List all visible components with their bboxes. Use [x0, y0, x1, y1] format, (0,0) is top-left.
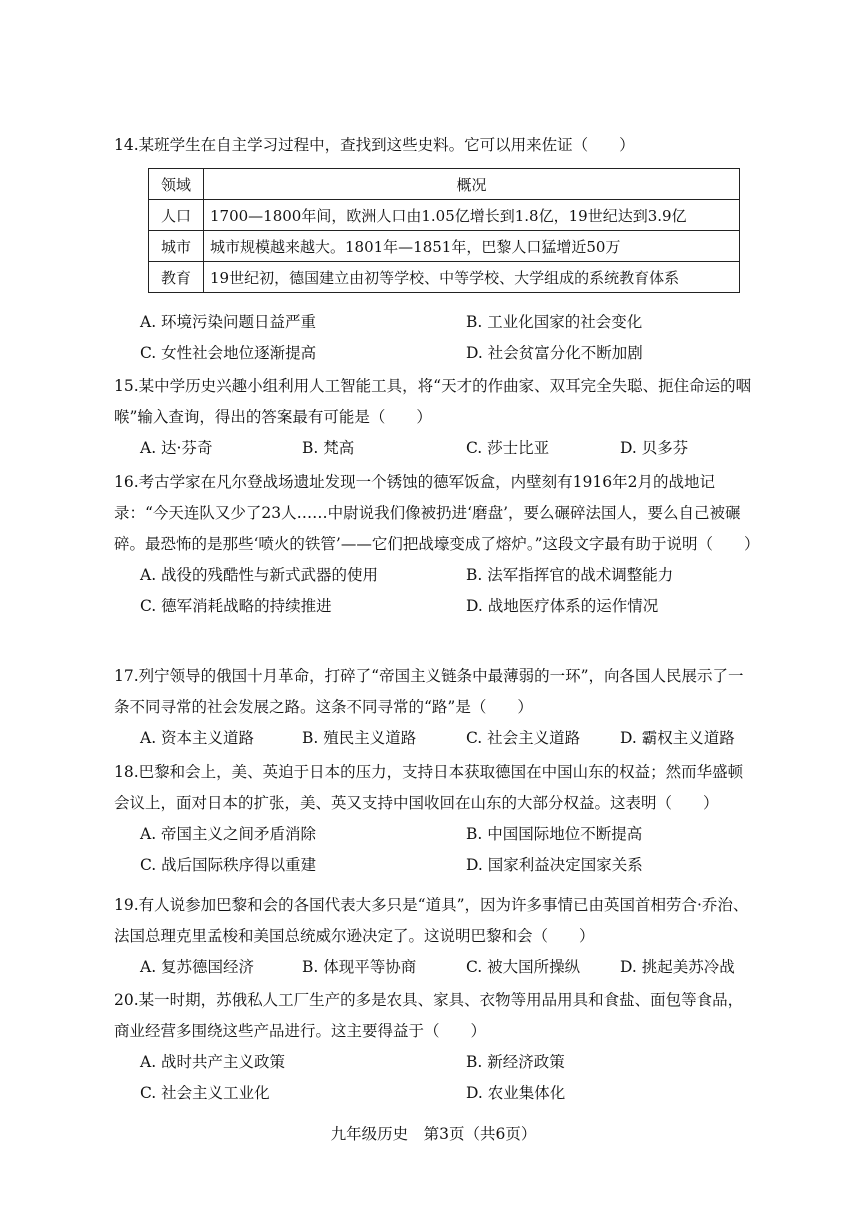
option-b[interactable]: B. 中国国际地位不断提高 [466, 825, 643, 843]
option-c[interactable]: C. 莎士比亚 [466, 439, 550, 457]
options-row [114, 850, 754, 881]
option-b[interactable]: B. 法军指挥官的战术调整能力 [466, 566, 674, 584]
table-header-cell: 概况 [204, 169, 740, 200]
option-b[interactable]: B. 殖民主义道路 [302, 729, 417, 747]
table-row [149, 262, 740, 293]
options-row [114, 1047, 754, 1078]
option-d[interactable]: D. 农业集体化 [466, 1084, 566, 1102]
option-b[interactable]: B. 新经济政策 [466, 1053, 565, 1071]
options-row [114, 560, 754, 591]
options-row [114, 723, 754, 754]
page-footer: 九年级历史 第3页（共6页） [330, 1125, 537, 1143]
option-a[interactable]: A. 复苏德国经济 [140, 958, 255, 976]
table-cell: 19世纪初，德国建立由初等学校、中等学校、大学组成的系统教育体系 [204, 262, 740, 293]
option-c[interactable]: C. 女性社会地位逐渐提高 [140, 344, 317, 362]
option-b[interactable]: B. 梵高 [302, 439, 355, 457]
table-header-cell: 领域 [149, 169, 204, 200]
question-18 [114, 757, 754, 881]
question-stem: 19.有人说参加巴黎和会的各国代表大多只是“道具”，因为许多事情已由英国首相劳合·乔治、法国总理克里孟梭和美国总统威尔逊决定了。这说明巴黎和会（ ） [114, 896, 749, 945]
question-stem: 20.某一时期，苏俄私人工厂生产的多是农具、家具、衣物等用品用具和食盐、面包等食品，商业经营多围绕这些产品进行。这主要得益于（ ） [114, 991, 744, 1040]
table-cell: 城市 [149, 231, 204, 262]
table-cell: 教育 [149, 262, 204, 293]
options-row [114, 952, 754, 983]
option-d[interactable]: D. 社会贫富分化不断加剧 [466, 344, 643, 362]
option-d[interactable]: D. 挑起美苏冷战 [620, 958, 735, 976]
option-c[interactable]: C. 被大国所操纵 [466, 958, 581, 976]
question-14-options [114, 307, 754, 369]
option-a[interactable]: A. 帝国主义之间矛盾消除 [140, 825, 317, 843]
question-16 [114, 467, 760, 622]
option-b[interactable]: B. 体现平等协商 [302, 958, 417, 976]
table-cell: 1700—1800年间，欧洲人口由1.05亿增长到1.8亿，19世纪达到3.9亿 [204, 200, 740, 231]
question-14 [114, 130, 754, 161]
option-c[interactable]: C. 社会主义道路 [466, 729, 581, 747]
options-row [114, 819, 754, 850]
question-stem: 18.巴黎和会上，美、英迫于日本的压力，支持日本获取德国在中国山东的权益；然而华盛顿会议上，面对日本的扩张，美、英又支持中国收回在山东的大部分权益。这表明（ ） [114, 763, 744, 812]
option-c[interactable]: C. 战后国际秩序得以重建 [140, 856, 317, 874]
question-stem: 15.某中学历史兴趣小组利用人工智能工具，将“天才的作曲家、双耳完全失聪、扼住命运的咽喉”输入查询，得出的答案最有可能是（ ） [114, 377, 752, 426]
option-d[interactable]: D. 霸权主义道路 [620, 729, 735, 747]
question-stem: 14.某班学生在自主学习过程中，查找到这些史料。它可以用来佐证（ ） [114, 136, 635, 154]
options-row [114, 1078, 754, 1109]
table-header-row [149, 169, 740, 200]
source-table [148, 168, 740, 293]
question-19 [114, 890, 754, 983]
option-a[interactable]: A. 资本主义道路 [140, 729, 255, 747]
question-stem: 17.列宁领导的俄国十月革命，打碎了“帝国主义链条中最薄弱的一环”，向各国人民展示了一条不同寻常的社会发展之路。这条不同寻常的“路”是（ ） [114, 667, 744, 716]
option-a[interactable]: A. 战时共产主义政策 [140, 1053, 286, 1071]
question-20 [114, 985, 754, 1109]
question-stem: 16.考古学家在凡尔登战场遗址发现一个锈蚀的德军饭盒，内壁刻有1916年2月的战地记录：“今天连队又少了23人……中尉说我们像被扔进‘磨盘’，要么碾碎法国人，要么自己被碾碎。最恐怖的是那些‘喷火的铁管’——它们把战壕变成了熔炉。”这段文字最有助于说明（ ） [114, 473, 760, 553]
option-a[interactable]: A. 达·芬奇 [140, 439, 213, 457]
question-17 [114, 661, 754, 754]
option-a[interactable]: A. 战役的残酷性与新式武器的使用 [140, 566, 379, 584]
option-b[interactable]: B. 工业化国家的社会变化 [466, 313, 643, 331]
option-d[interactable]: D. 战地医疗体系的运作情况 [466, 597, 659, 615]
table-cell: 人口 [149, 200, 204, 231]
options-row [114, 433, 754, 464]
table-row [149, 200, 740, 231]
options-row [114, 591, 754, 622]
table-cell: 城市规模越来越大。1801年—1851年，巴黎人口猛增近50万 [204, 231, 740, 262]
question-15 [114, 371, 754, 464]
options-row [114, 307, 754, 338]
options-row [114, 338, 754, 369]
option-c[interactable]: C. 德军消耗战略的持续推进 [140, 597, 332, 615]
table-row [149, 231, 740, 262]
option-d[interactable]: D. 贝多芬 [620, 439, 689, 457]
option-d[interactable]: D. 国家利益决定国家关系 [466, 856, 643, 874]
option-a[interactable]: A. 环境污染问题日益严重 [140, 313, 317, 331]
option-c[interactable]: C. 社会主义工业化 [140, 1084, 270, 1102]
